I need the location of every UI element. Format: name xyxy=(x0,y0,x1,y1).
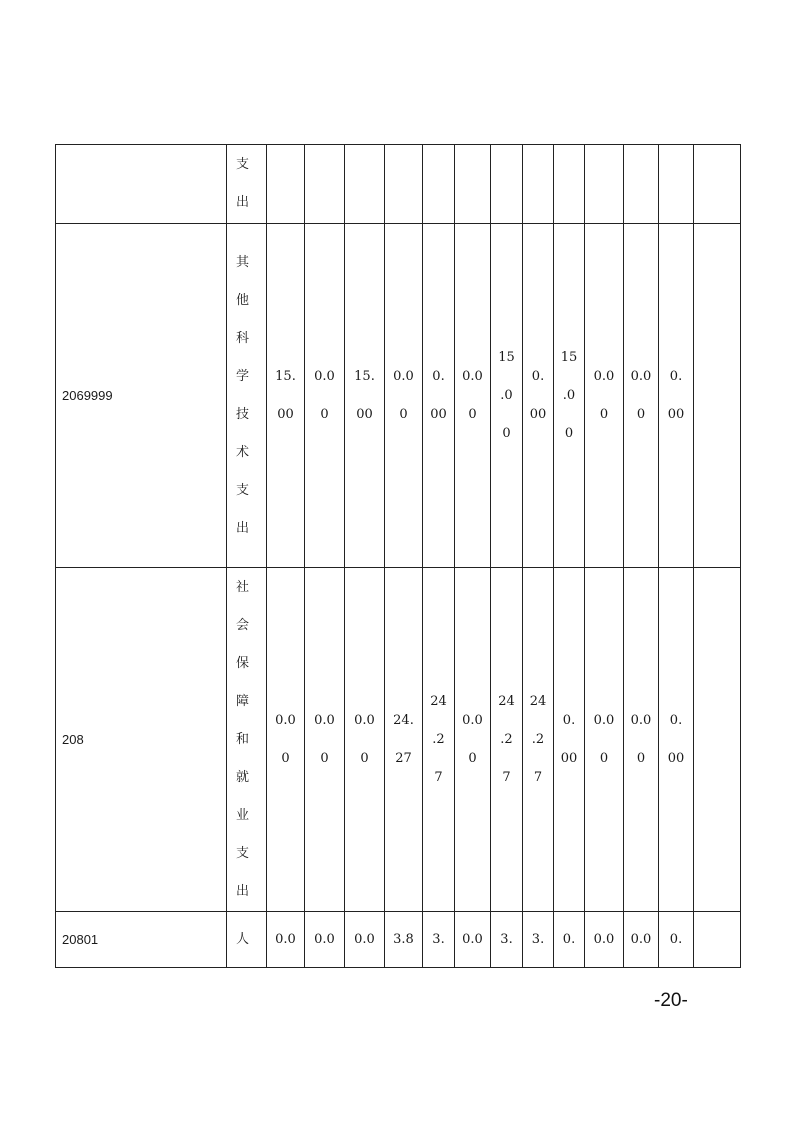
amount-cell xyxy=(491,145,523,224)
amount-value: 0. 00 xyxy=(430,368,447,422)
amount-cell xyxy=(345,568,385,912)
amount-value: 15 .0 0 xyxy=(560,349,578,441)
amount-cell xyxy=(523,912,554,968)
account-name: 其 他 科 学 技 术 支 出 xyxy=(236,254,250,536)
amount-cell xyxy=(554,145,585,224)
amount-value: 15 .0 0 xyxy=(498,349,515,441)
amount-value: 0. 00 xyxy=(667,368,685,422)
amount-cell xyxy=(694,912,741,968)
account-code: 20801 xyxy=(62,931,99,947)
account-name: 支 出 xyxy=(236,157,250,210)
amount-value: 0. 00 xyxy=(667,712,685,766)
amount-cell xyxy=(455,568,491,912)
amount-value: 24 .2 7 xyxy=(430,693,447,785)
amount-value: 24 .2 7 xyxy=(529,693,547,785)
account-code: 2069999 xyxy=(62,387,113,403)
amount-value: 0.0 0 xyxy=(314,712,335,766)
budget-table xyxy=(55,144,741,968)
amount-cell xyxy=(523,145,554,224)
amount-value: 0.0 xyxy=(314,931,335,947)
amount-cell xyxy=(267,912,305,968)
amount-value: 0. 00 xyxy=(529,368,547,422)
table-row xyxy=(56,912,741,968)
amount-cell xyxy=(267,568,305,912)
account-code: 208 xyxy=(62,731,84,747)
amount-cell xyxy=(305,224,345,568)
amount-cell xyxy=(585,145,624,224)
amount-cell xyxy=(305,145,345,224)
amount-value: 0.0 xyxy=(462,931,483,947)
amount-cell xyxy=(267,224,305,568)
amount-cell xyxy=(385,224,423,568)
amount-value: 0. 00 xyxy=(560,712,578,766)
amount-value: 0.0 xyxy=(275,931,296,947)
amount-value: 24 .2 7 xyxy=(498,693,515,785)
amount-cell xyxy=(523,568,554,912)
table-row xyxy=(56,568,741,912)
amount-value: 0.0 0 xyxy=(275,712,296,766)
amount-cell xyxy=(694,568,741,912)
account-name-cell xyxy=(227,145,267,224)
amount-value: 3. xyxy=(531,931,545,947)
amount-cell xyxy=(385,912,423,968)
amount-value: 0.0 0 xyxy=(593,712,615,766)
table-row xyxy=(56,224,741,568)
amount-cell xyxy=(585,568,624,912)
amount-cell xyxy=(345,912,385,968)
amount-value: 3. xyxy=(432,931,445,947)
amount-cell xyxy=(423,912,455,968)
amount-cell xyxy=(624,224,659,568)
amount-cell xyxy=(423,224,455,568)
amount-value: 0.0 0 xyxy=(630,712,652,766)
amount-cell xyxy=(455,224,491,568)
amount-cell xyxy=(455,912,491,968)
amount-cell xyxy=(305,912,345,968)
amount-value: 24. 27 xyxy=(393,712,414,766)
amount-cell xyxy=(659,224,694,568)
amount-value: 0.0 xyxy=(630,931,652,947)
amount-cell xyxy=(624,568,659,912)
amount-cell xyxy=(345,224,385,568)
amount-cell xyxy=(624,912,659,968)
account-name: 人 xyxy=(236,931,250,947)
amount-cell xyxy=(624,145,659,224)
amount-cell xyxy=(659,145,694,224)
amount-cell xyxy=(385,145,423,224)
page-number: -20- xyxy=(654,990,688,1011)
amount-cell xyxy=(385,568,423,912)
amount-cell xyxy=(523,224,554,568)
amount-cell xyxy=(423,145,455,224)
amount-value: 0.0 0 xyxy=(630,368,652,422)
amount-value: 0.0 0 xyxy=(593,368,615,422)
amount-value: 3.8 xyxy=(393,931,414,947)
amount-cell xyxy=(554,568,585,912)
account-name-cell xyxy=(227,224,267,568)
amount-value: 0.0 0 xyxy=(462,712,483,766)
amount-cell xyxy=(694,145,741,224)
amount-cell xyxy=(491,568,523,912)
account-code-cell xyxy=(56,568,227,912)
amount-cell xyxy=(491,912,523,968)
account-name: 社 会 保 障 和 就 业 支 出 xyxy=(236,579,250,899)
amount-value: 0. xyxy=(562,931,576,947)
amount-value: 15. 00 xyxy=(275,368,296,422)
amount-cell xyxy=(585,912,624,968)
account-code-cell xyxy=(56,224,227,568)
account-code-cell xyxy=(56,145,227,224)
amount-cell xyxy=(659,568,694,912)
amount-cell xyxy=(554,912,585,968)
amount-cell xyxy=(659,912,694,968)
amount-value: 0.0 xyxy=(354,931,375,947)
amount-value: 0. xyxy=(669,931,683,947)
amount-cell xyxy=(554,224,585,568)
amount-value: 0.0 xyxy=(593,931,615,947)
amount-cell xyxy=(345,145,385,224)
account-name-cell xyxy=(227,912,267,968)
amount-cell xyxy=(305,568,345,912)
amount-cell xyxy=(267,145,305,224)
amount-value: 0.0 0 xyxy=(462,368,483,422)
amount-value: 3. xyxy=(500,931,513,947)
amount-cell xyxy=(423,568,455,912)
account-code-cell xyxy=(56,912,227,968)
amount-value: 0.0 0 xyxy=(354,712,375,766)
amount-cell xyxy=(694,224,741,568)
amount-value: 15. 00 xyxy=(354,368,375,422)
table-row xyxy=(56,145,741,224)
amount-cell xyxy=(455,145,491,224)
amount-value: 0.0 0 xyxy=(393,368,414,422)
amount-cell xyxy=(585,224,624,568)
account-name-cell xyxy=(227,568,267,912)
amount-value: 0.0 0 xyxy=(314,368,335,422)
amount-cell xyxy=(491,224,523,568)
